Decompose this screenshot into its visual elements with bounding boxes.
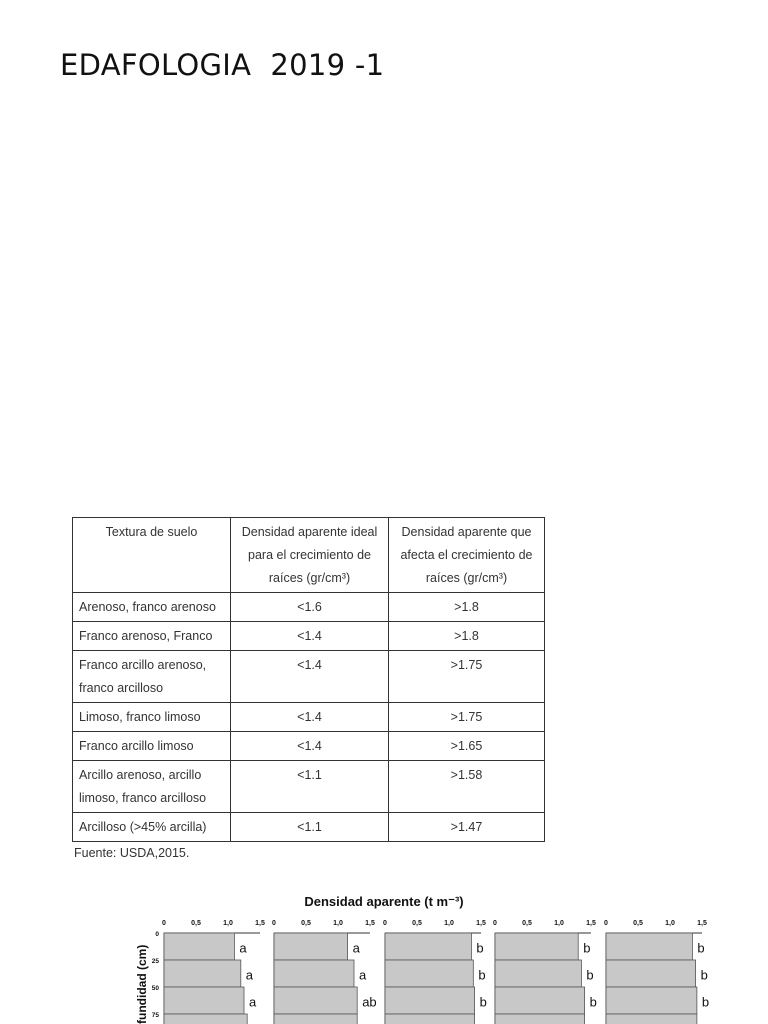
density-bar (385, 1014, 475, 1024)
density-bar (495, 1014, 585, 1024)
cell-texture: Arenoso, franco arenoso (73, 593, 231, 622)
density-bar (385, 960, 473, 987)
table-row (73, 732, 545, 761)
y-axis-label: fundidad (cm) (135, 944, 149, 1024)
x-tick-label: 0,5 (522, 920, 532, 927)
cell-ideal-density: <1.1 (231, 813, 389, 842)
header-texture: Textura de suelo (73, 518, 231, 593)
significance-letter: a (352, 940, 360, 956)
density-bar (164, 960, 241, 987)
table-header-row (73, 518, 545, 593)
density-bar (164, 1014, 247, 1024)
x-tick-label: 1,5 (697, 920, 707, 927)
cell-affecting-density: >1.47 (389, 813, 545, 842)
significance-letter: b (479, 994, 487, 1010)
y-tick-label: 25 (151, 958, 159, 965)
table-row (73, 703, 545, 732)
significance-letter: b (697, 940, 705, 956)
x-tick-label: 1,0 (444, 920, 454, 927)
density-bar (274, 960, 354, 987)
cell-texture: Franco arcillo limoso (73, 732, 231, 761)
density-bar (495, 933, 578, 960)
cell-ideal-density: <1.4 (231, 732, 389, 761)
cell-texture: Arcilloso (>45% arcilla) (73, 813, 231, 842)
x-tick-label: 0 (272, 920, 276, 927)
document-title: EDAFOLOGIA 2019 -1 (60, 48, 385, 82)
y-tick-label: 50 (151, 985, 159, 992)
significance-letter: a (249, 994, 257, 1010)
density-bar (385, 987, 475, 1014)
x-tick-label: 1,0 (665, 920, 675, 927)
x-tick-label: 0,5 (633, 920, 643, 927)
cell-texture: Franco arcillo arenoso, franco arcilloso (73, 651, 231, 703)
density-bar (606, 1014, 697, 1024)
table-source-note: Fuente: USDA,2015. (74, 846, 190, 860)
x-tick-label: 0 (604, 920, 608, 927)
significance-letter: b (478, 967, 486, 983)
significance-letter: b (700, 967, 708, 983)
x-tick-label: 0 (162, 920, 166, 927)
density-bar (606, 960, 696, 987)
density-texture-table (72, 517, 545, 842)
density-bar (495, 960, 581, 987)
table-row (73, 593, 545, 622)
significance-letter: b (583, 940, 591, 956)
density-bar (274, 933, 348, 960)
significance-letter: a (245, 967, 254, 983)
density-bar (385, 933, 471, 960)
x-tick-label: 0 (383, 920, 387, 927)
cell-texture: Franco arenoso, Franco (73, 622, 231, 651)
cell-affecting-density: >1.8 (389, 593, 545, 622)
x-tick-label: 1,5 (476, 920, 486, 927)
table-row (73, 813, 545, 842)
cell-ideal-density: <1.1 (231, 761, 389, 813)
x-tick-label: 0,5 (301, 920, 311, 927)
x-tick-label: 1,5 (365, 920, 375, 927)
cell-affecting-density: >1.75 (389, 703, 545, 732)
significance-letter: b (701, 994, 710, 1010)
x-tick-label: 0,5 (412, 920, 422, 927)
cell-affecting-density: >1.58 (389, 761, 545, 813)
cell-texture: Arcillo arenoso, arcillo limoso, franco arcilloso (73, 761, 231, 813)
x-tick-label: 1,0 (554, 920, 564, 927)
cell-ideal-density: <1.4 (231, 622, 389, 651)
significance-letter: b (476, 940, 484, 956)
x-tick-label: 0 (493, 920, 497, 927)
table-row (73, 651, 545, 703)
x-tick-label: 1,5 (255, 920, 265, 927)
cell-ideal-density: <1.6 (231, 593, 389, 622)
density-bar (164, 987, 244, 1014)
y-tick-label: 75 (151, 1012, 159, 1019)
density-bar (606, 933, 692, 960)
significance-letter: a (239, 940, 247, 956)
x-tick-label: 1,5 (586, 920, 596, 927)
cell-affecting-density: >1.8 (389, 622, 545, 651)
y-tick-label: 0 (155, 931, 159, 938)
x-tick-label: 0,5 (191, 920, 201, 927)
x-tick-label: 1,0 (333, 920, 343, 927)
cell-texture: Limoso, franco limoso (73, 703, 231, 732)
density-bar (274, 1014, 357, 1024)
significance-letter: ab (362, 994, 377, 1010)
density-bar (274, 987, 357, 1014)
chart-title: Densidad aparente (t m⁻³) (304, 894, 464, 909)
header-affecting-density: Densidad aparente que afecta el crecimiento de raíces (gr/cm³) (389, 518, 545, 593)
header-ideal-density: Densidad aparente ideal para el crecimiento de raíces (gr/cm³) (231, 518, 389, 593)
density-bar (164, 933, 234, 960)
cell-affecting-density: >1.75 (389, 651, 545, 703)
cell-affecting-density: >1.65 (389, 732, 545, 761)
table-row (73, 761, 545, 813)
density-chart (0, 888, 768, 1024)
density-bar (495, 987, 585, 1014)
cell-ideal-density: <1.4 (231, 651, 389, 703)
cell-ideal-density: <1.4 (231, 703, 389, 732)
x-tick-label: 1,0 (223, 920, 233, 927)
significance-letter: a (359, 967, 367, 983)
significance-letter: b (589, 994, 597, 1010)
table-row (73, 622, 545, 651)
density-bar (606, 987, 697, 1014)
significance-letter: b (586, 967, 594, 983)
